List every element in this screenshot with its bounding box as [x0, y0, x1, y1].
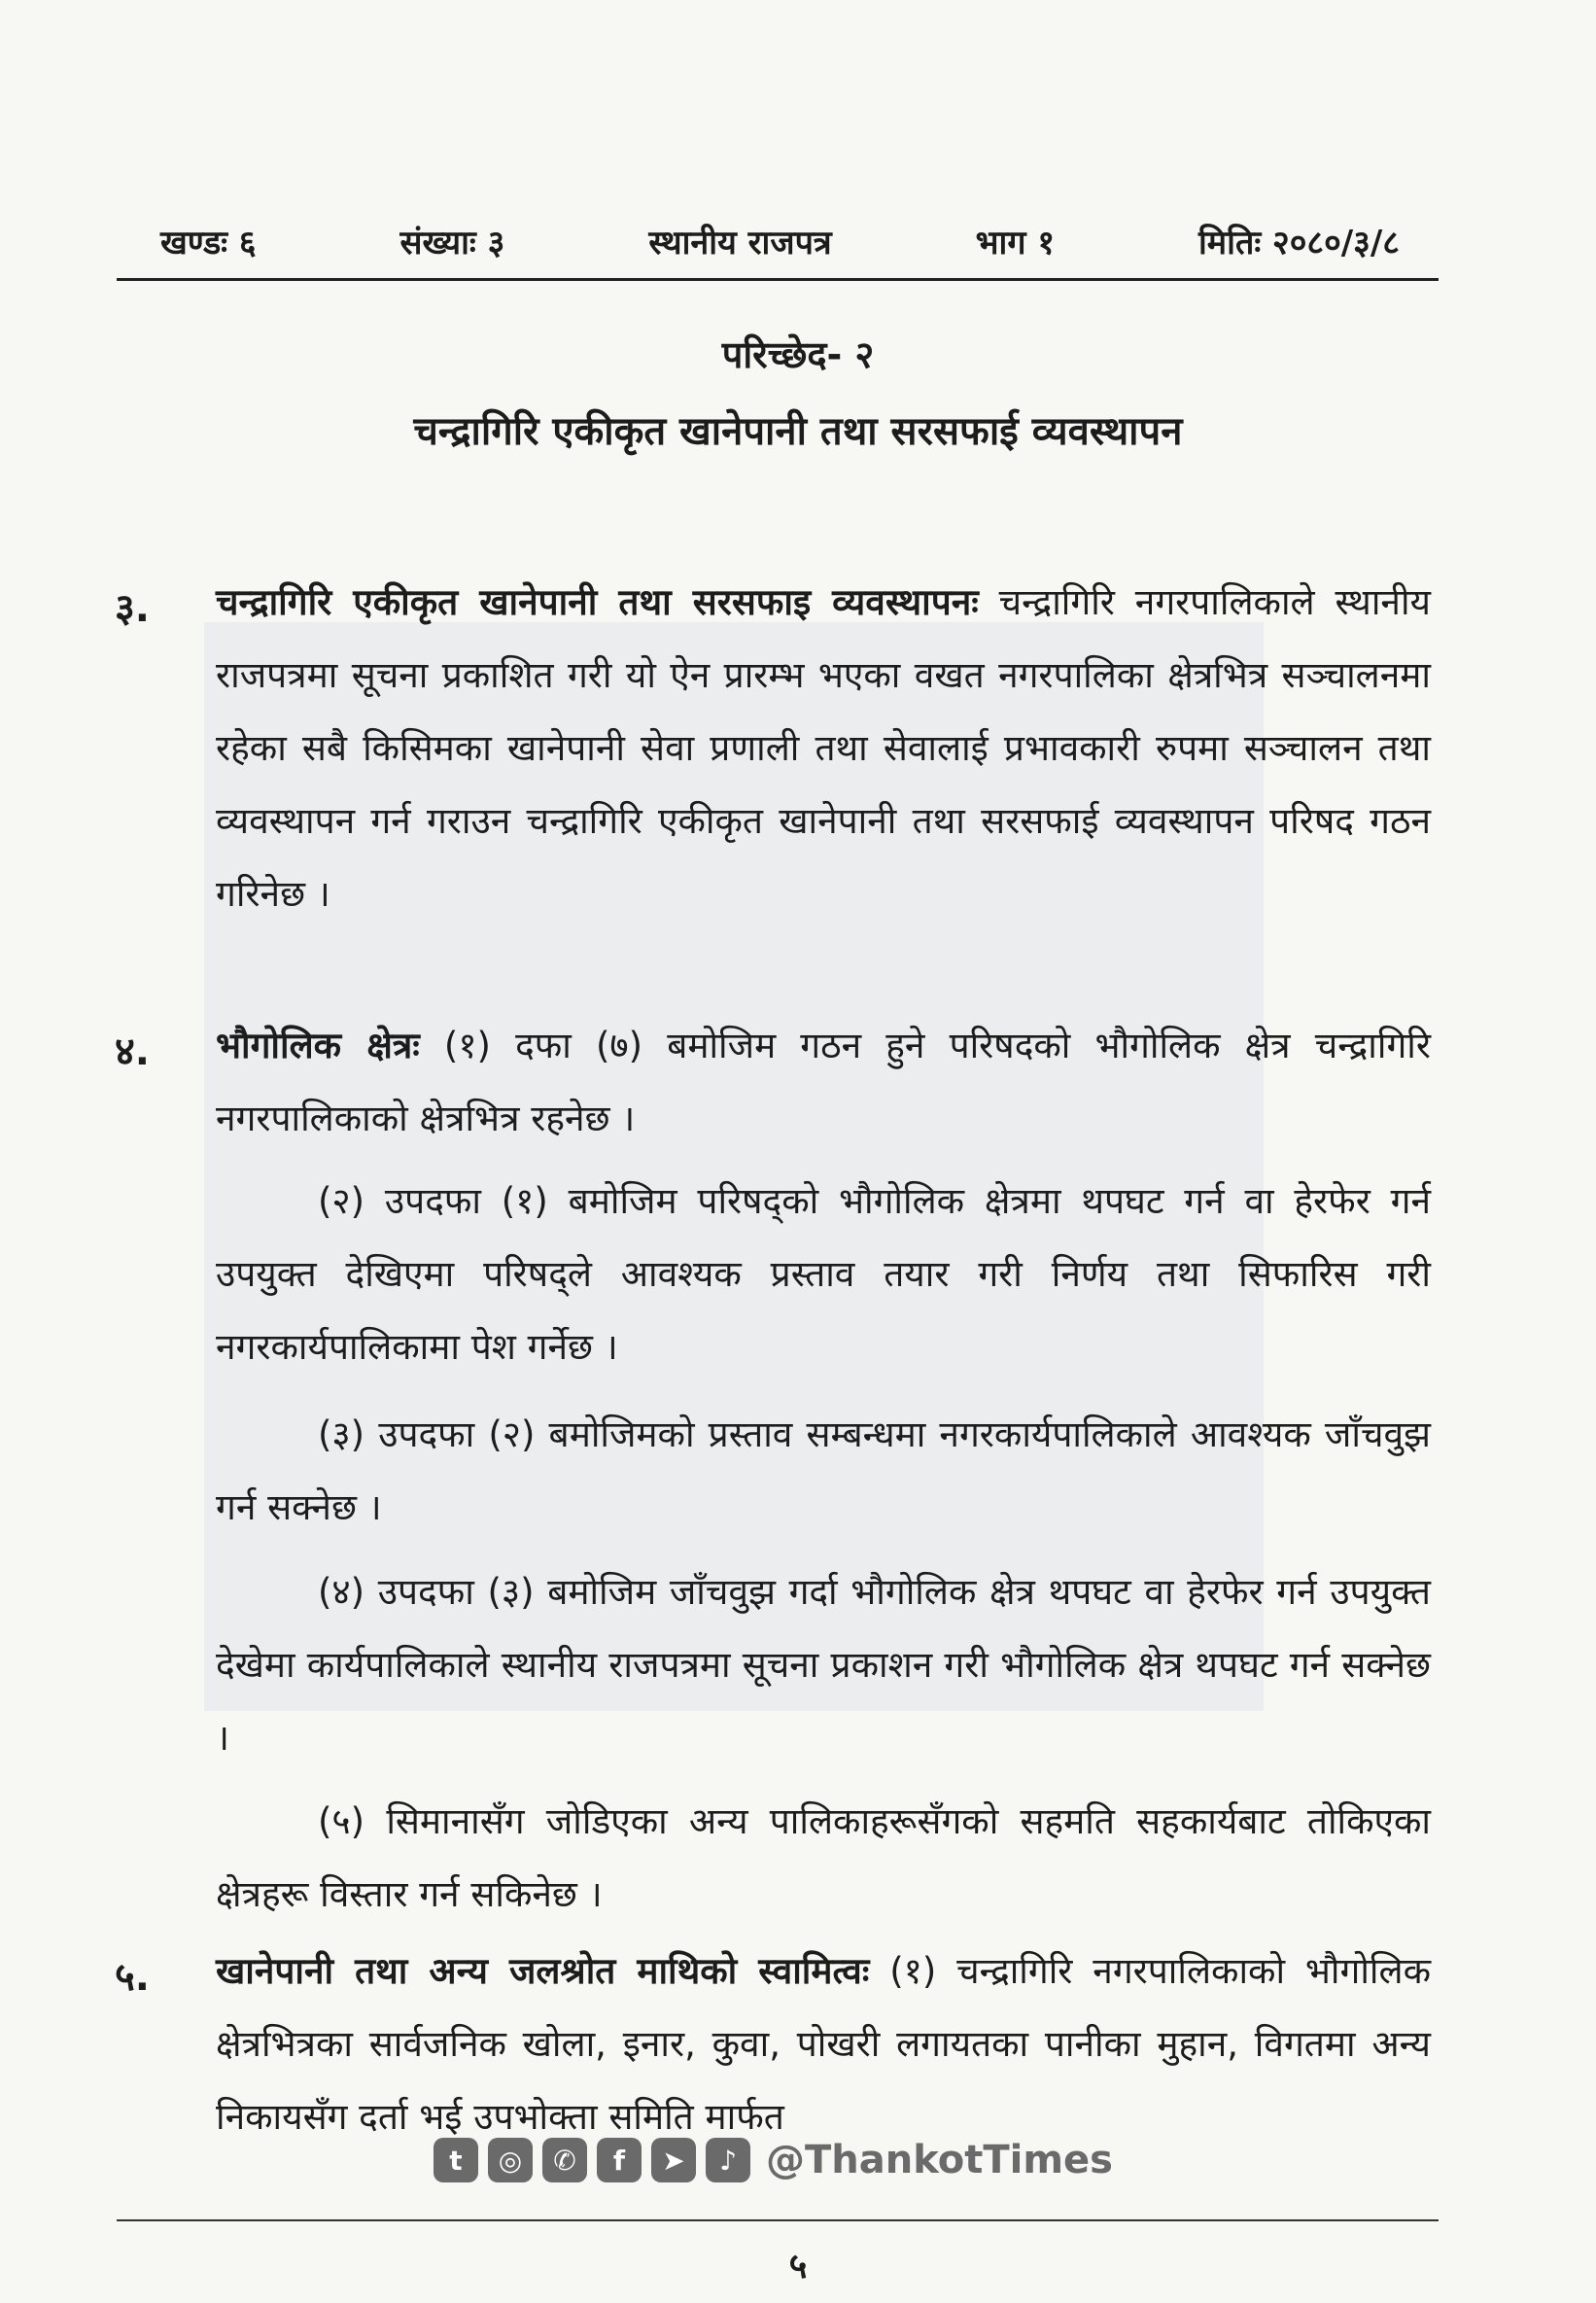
section-body: (१) चन्द्रागिरि नगरपालिकाको भौगोलिक क्षेत्रभित्रका सार्वजनिक खोला, इनार, कुवा, पोखरी लगायतका पानीका मुहान, विगतमा अन्य निकायसँग दर्ता भई उपभोक्ता समिति मार्फत	[216, 1950, 1431, 2138]
social-watermark	[434, 2135, 1113, 2185]
section-number: ५.	[115, 1955, 150, 2000]
section-body: चन्द्रागिरि नगरपालिकाले स्थानीय राजपत्रमा सूचना प्रकाशित गरी यो ऐन प्रारम्भ भएका वखत नगरपालिका क्षेत्रभित्र सञ्चालनमा रहेका सबै किसिमका खानेपानी सेवा प्रणाली तथा सेवालाई प्रभावकारी रुपमा सञ्चालन तथा व्यवस्थापन गर्न गराउन चन्द्रागिरि एकीकृत खानेपानी तथा सरसफाई व्यवस्थापन परिषद गठन गरिनेछ ।	[216, 581, 1431, 915]
header-gazette-name: स्थानीय राजपत्र	[648, 224, 832, 262]
header-divider	[117, 278, 1439, 281]
subsection-paragraph: (४) उपदफा (३) बमोजिम जाँचवुझ गर्दा भौगोलिक क्षेत्र थपघट वा हेरफेर गर्न उपयुक्त देखेमा कार्यपालिकाले स्थानीय राजपत्रमा सूचना प्रकाशन गरी भौगोलिक क्षेत्र थपघट गर्न सक्नेछ ।	[216, 1571, 1431, 1759]
page-number: ५	[788, 2247, 808, 2286]
section-heading: खानेपानी तथा अन्य जलश्रोत माथिको स्वामित्वः	[216, 1950, 870, 1992]
header-date: मितिः २०८०/३/८	[1198, 224, 1400, 262]
header-part: भाग १	[975, 224, 1056, 262]
section-number: ३.	[115, 586, 150, 631]
gazette-header	[160, 216, 1400, 266]
section-heading: भौगोलिक क्षेत्रः	[216, 1025, 420, 1066]
section-paragraph	[216, 566, 1431, 930]
section-paragraph	[216, 1935, 1431, 2153]
instagram-icon: ◎	[488, 2138, 533, 2182]
section-heading: चन्द्रागिरि एकीकृत खानेपानी तथा सरसफाइ व्यवस्थापनः	[216, 581, 979, 623]
subsection-paragraph: (२) उपदफा (१) बमोजिम परिषद्को भौगोलिक क्षेत्रमा थपघट गर्न वा हेरफेर गर्न उपयुक्त देखिएमा परिषद्ले आवश्यक प्रस्ताव तयार गरी निर्णय तथा सिफारिस गरी नगरकार्यपालिकामा पेश गर्नेछ ।	[216, 1180, 1431, 1368]
chapter-number: परिच्छेद- २	[721, 333, 875, 376]
footer-divider	[117, 2219, 1439, 2221]
section-paragraph	[216, 1009, 1431, 1155]
subsection-paragraph: (५) सिमानासँग जोडिएका अन्य पालिकाहरूसँगको सहमति सहकार्यबाट तोकिएका क्षेत्रहरू विस्तार गर्न सकिनेछ ।	[216, 1800, 1431, 1915]
facebook-icon: f	[597, 2138, 642, 2182]
chapter-title: चन्द्रागिरि एकीकृत खानेपानी तथा सरसफाई व्यवस्थापन	[413, 409, 1183, 454]
telegram-icon: ➤	[651, 2138, 696, 2182]
whatsapp-icon: ✆	[542, 2138, 587, 2182]
twitter-icon: t	[434, 2138, 478, 2182]
subsection-paragraph: (३) उपदफा (२) बमोजिमको प्रस्ताव सम्बन्धमा नगरकार्यपालिकाले आवश्यक जाँचवुझ गर्न सक्नेछ ।	[216, 1413, 1431, 1528]
header-issue: संख्याः ३	[399, 224, 505, 262]
social-handle: @ThankotTimes	[766, 2138, 1113, 2182]
header-volume: खण्डः ६	[160, 224, 257, 262]
tiktok-icon: ♪	[706, 2138, 750, 2182]
section-body: (१) दफा (७) बमोजिम गठन हुने परिषदको भौगोलिक क्षेत्र चन्द्रागिरि नगरपालिकाको क्षेत्रभित्र रहनेछ ।	[216, 1025, 1432, 1139]
section-number: ४.	[115, 1029, 150, 1074]
